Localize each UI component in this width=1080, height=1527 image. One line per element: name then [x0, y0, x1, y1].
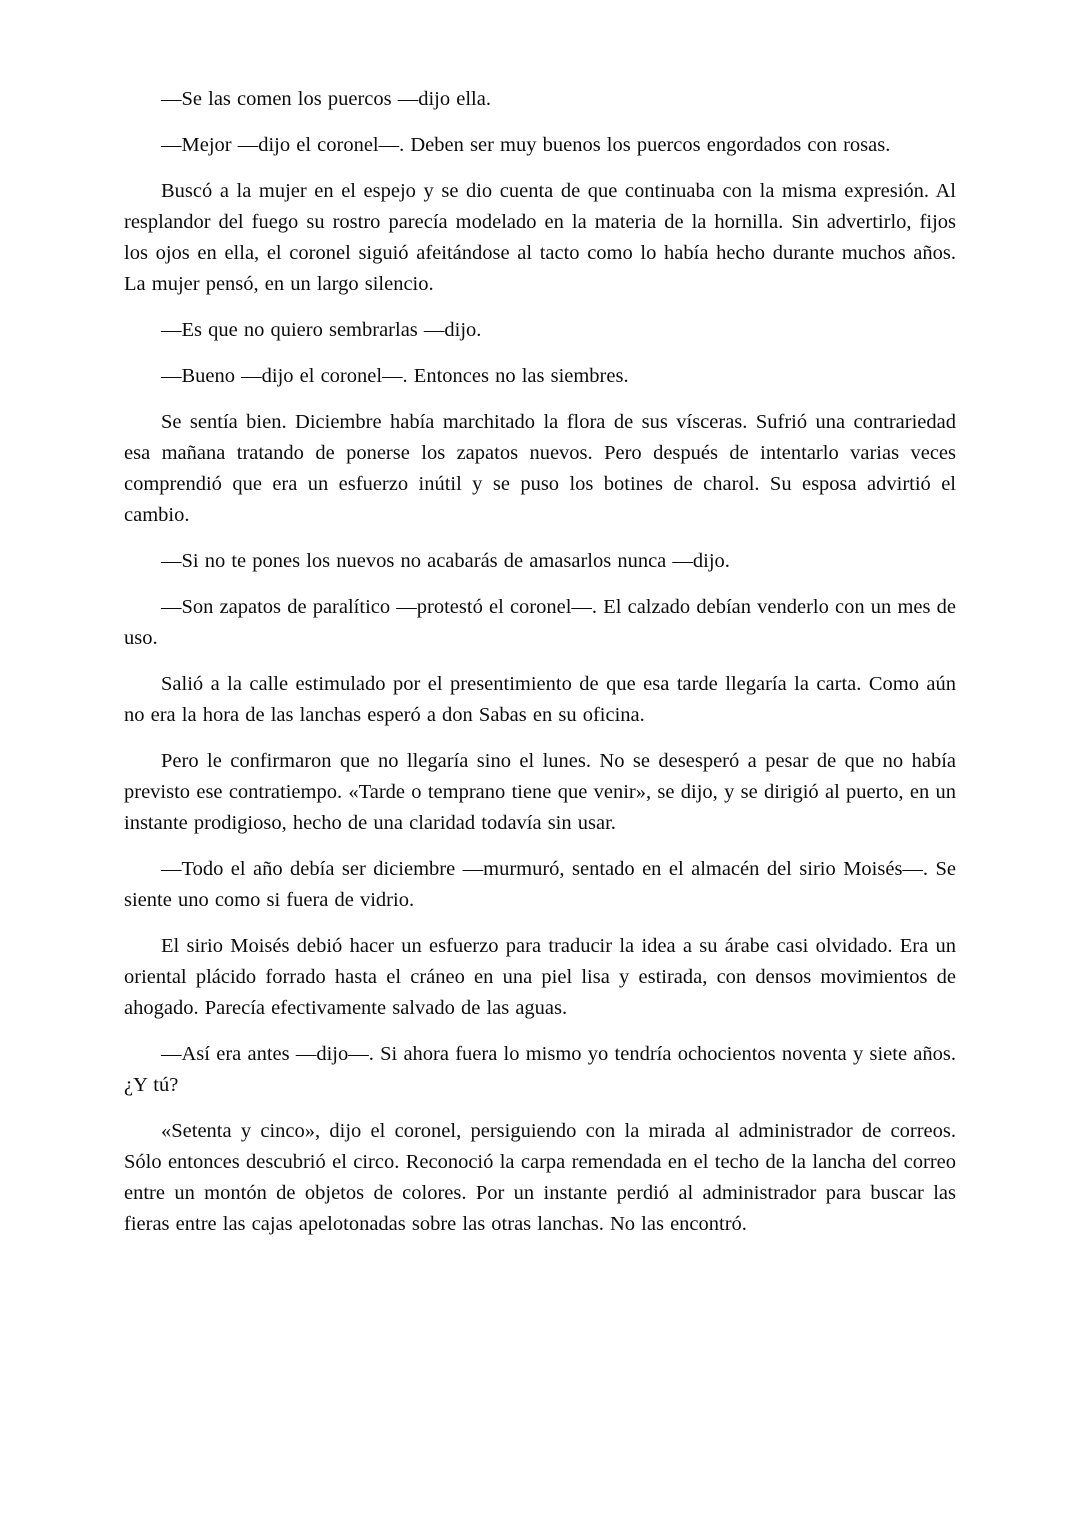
paragraph-narrative: Buscó a la mujer en el espejo y se dio cuenta de que continuaba con la misma expresión. Al resplandor del fuego su rostro parecía modelado en la materia de la hornilla. Sin advertirlo, fijos los ojos en ella, el coronel siguió afeitándose al tacto como lo había hecho durante muchos años. La mujer pensó, en un largo silencio.	[124, 180, 956, 295]
paragraph-dialogue: —Si no te pones los nuevos no acabarás de amasarlos nunca —dijo.	[161, 550, 730, 572]
paragraph-dialogue: —Todo el año debía ser diciembre —murmuró, sentado en el almacén del sirio Moisés—. Se siente uno como si fuera de vidrio.	[124, 858, 956, 911]
paragraph-narrative: «Setenta y cinco», dijo el coronel, persiguiendo con la mirada al administrador de correos. Sólo entonces descubrió el circo. Reconoció la carpa remendada en el techo de la lancha del correo entre un montón de objetos de colores. Por un instante perdió al administrador para buscar las fieras entre las cajas apelotonadas sobre las otras lanchas. No las encontró.	[124, 1120, 956, 1235]
paragraph-narrative: Salió a la calle estimulado por el presentimiento de que esa tarde llegaría la carta. Como aún no era la hora de las lanchas esperó a don Sabas en su oficina.	[124, 673, 956, 726]
paragraph-dialogue: —Bueno —dijo el coronel—. Entonces no las siembres.	[161, 365, 629, 387]
paragraph-dialogue: —Son zapatos de paralítico —protestó el coronel—. El calzado debían venderlo con un mes de uso.	[124, 596, 956, 649]
paragraph-narrative: El sirio Moisés debió hacer un esfuerzo para traducir la idea a su árabe casi olvidado. Era un oriental plácido forrado hasta el cráneo en una piel lisa y estirada, con densos movimientos de ahogado. Parecía efectivamente salvado de las aguas.	[124, 935, 956, 1019]
paragraph-narrative: Se sentía bien. Diciembre había marchitado la flora de sus vísceras. Sufrió una contrariedad esa mañana tratando de ponerse los zapatos nuevos. Pero después de intentarlo varias veces comprendió que era un esfuerzo inútil y se puso los botines de charol. Su esposa advirtió el cambio.	[124, 411, 956, 526]
paragraph-narrative: Pero le confirmaron que no llegaría sino el lunes. No se desesperó a pesar de que no había previsto ese contratiempo. «Tarde o temprano tiene que venir», se dijo, y se dirigió al puerto, en un instante prodigioso, hecho de una claridad todavía sin usar.	[124, 750, 956, 834]
paragraph-dialogue: —Así era antes —dijo—. Si ahora fuera lo mismo yo tendría ochocientos noventa y siete años. ¿Y tú?	[124, 1043, 956, 1096]
paragraph-dialogue: —Se las comen los puercos —dijo ella.	[161, 88, 491, 110]
paragraph-dialogue: —Es que no quiero sembrarlas —dijo.	[161, 319, 482, 341]
paragraph-dialogue: —Mejor —dijo el coronel—. Deben ser muy buenos los puercos engordados con rosas.	[161, 134, 891, 156]
